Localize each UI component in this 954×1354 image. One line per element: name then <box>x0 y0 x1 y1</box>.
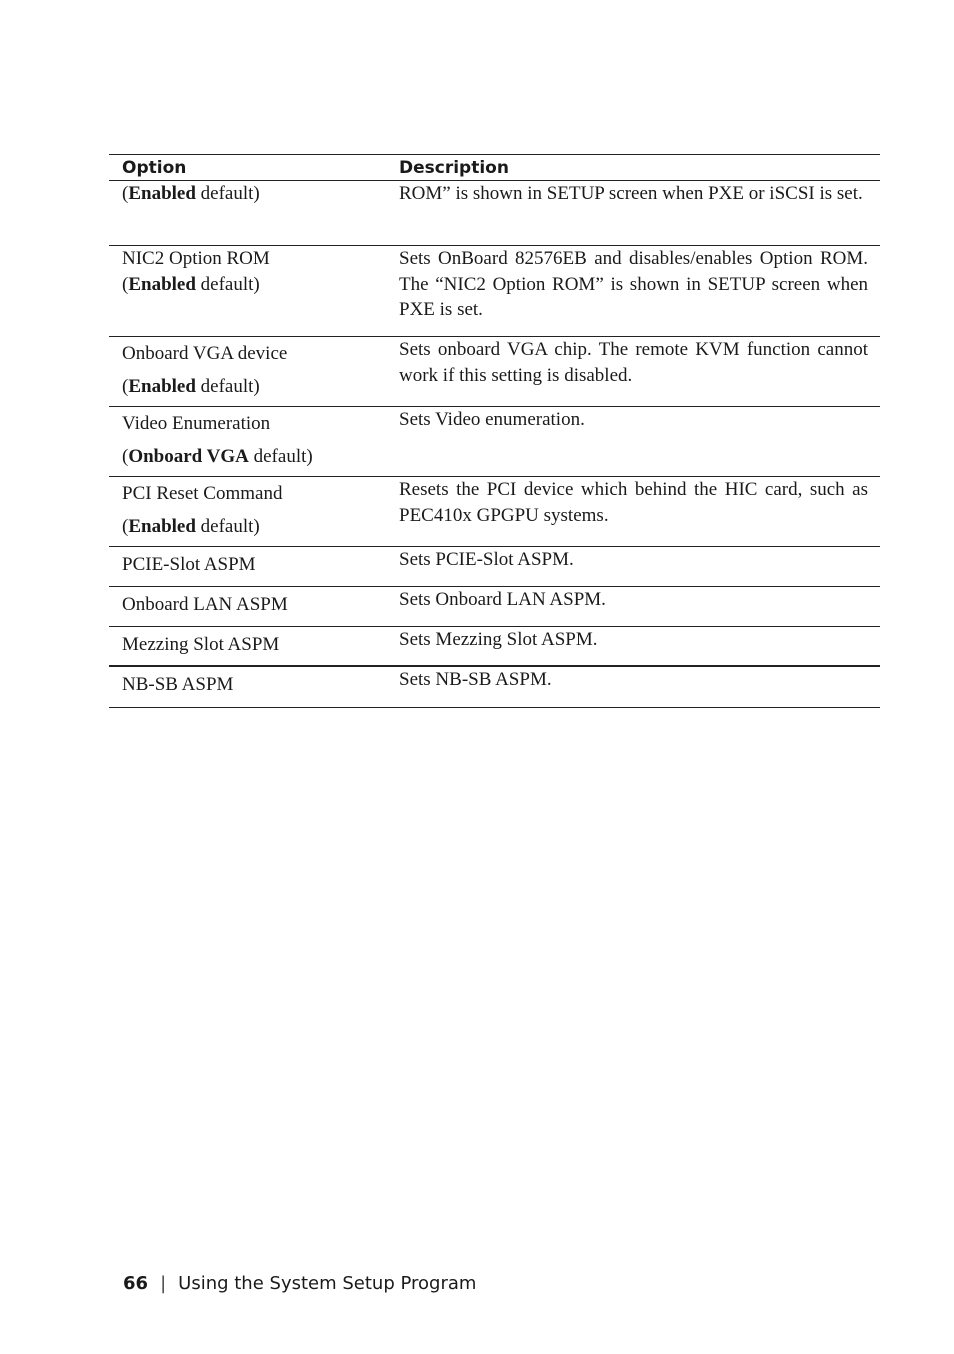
option-cell <box>109 181 386 245</box>
option-name: Video Enumeration <box>122 413 271 434</box>
option-cell <box>109 667 386 707</box>
description-cell: Sets onboard VGA chip. The remote KVM function cannot work if this setting is disabled. <box>399 339 868 386</box>
page-number: 66 <box>123 1273 149 1294</box>
option-default: (Enabled default) <box>122 515 260 537</box>
option-cell <box>109 547 386 586</box>
table-row <box>109 246 880 337</box>
description-cell: Sets OnBoard 82576EB and disables/enables Option ROM. The “NIC2 Option ROM” is shown in SETUP screen when PXE is set. <box>399 248 868 320</box>
description-cell: Sets PCIE-Slot ASPM. <box>399 549 574 570</box>
option-name: NB-SB ASPM <box>122 674 234 695</box>
option-cell <box>109 246 386 336</box>
table-header-row <box>109 155 880 181</box>
option-default: (Enabled default) <box>122 273 260 295</box>
table-row <box>109 547 880 587</box>
description-cell: ROM” is shown in SETUP screen when PXE or iSCSI is set. <box>399 183 863 204</box>
description-cell: Sets Onboard LAN ASPM. <box>399 589 606 610</box>
column-header-description: Description <box>399 158 509 178</box>
table-row <box>109 407 880 477</box>
option-cell <box>109 627 386 665</box>
option-cell <box>109 587 386 626</box>
option-name: PCI Reset Command <box>122 483 283 504</box>
option-name: Onboard LAN ASPM <box>122 594 288 615</box>
page-footer <box>123 1271 476 1297</box>
footer-separator: | <box>160 1273 167 1294</box>
table-row <box>109 181 880 246</box>
option-name: Onboard VGA device <box>122 343 288 364</box>
table-row <box>109 337 880 407</box>
bios-options-table <box>109 154 880 708</box>
table-row <box>109 667 880 708</box>
option-cell <box>109 477 386 546</box>
column-header-option: Option <box>122 158 187 178</box>
option-cell <box>109 407 386 476</box>
table-row <box>109 477 880 547</box>
option-default: (Enabled default) <box>122 183 260 204</box>
description-cell: Resets the PCI device which behind the HIC card, such as PEC410x GPGPU systems. <box>399 479 868 526</box>
option-default: (Onboard VGA default) <box>122 445 313 467</box>
section-title: Using the System Setup Program <box>178 1273 477 1294</box>
option-name: Mezzing Slot ASPM <box>122 634 280 655</box>
option-cell <box>109 337 386 406</box>
table-row <box>109 587 880 627</box>
description-cell: Sets NB-SB ASPM. <box>399 669 552 690</box>
description-cell: Sets Video enumeration. <box>399 409 585 430</box>
option-default: (Enabled default) <box>122 375 260 397</box>
option-name: NIC2 Option ROM <box>122 248 270 269</box>
description-cell: Sets Mezzing Slot ASPM. <box>399 629 598 650</box>
option-name: PCIE-Slot ASPM <box>122 554 256 575</box>
table-row <box>109 627 880 667</box>
